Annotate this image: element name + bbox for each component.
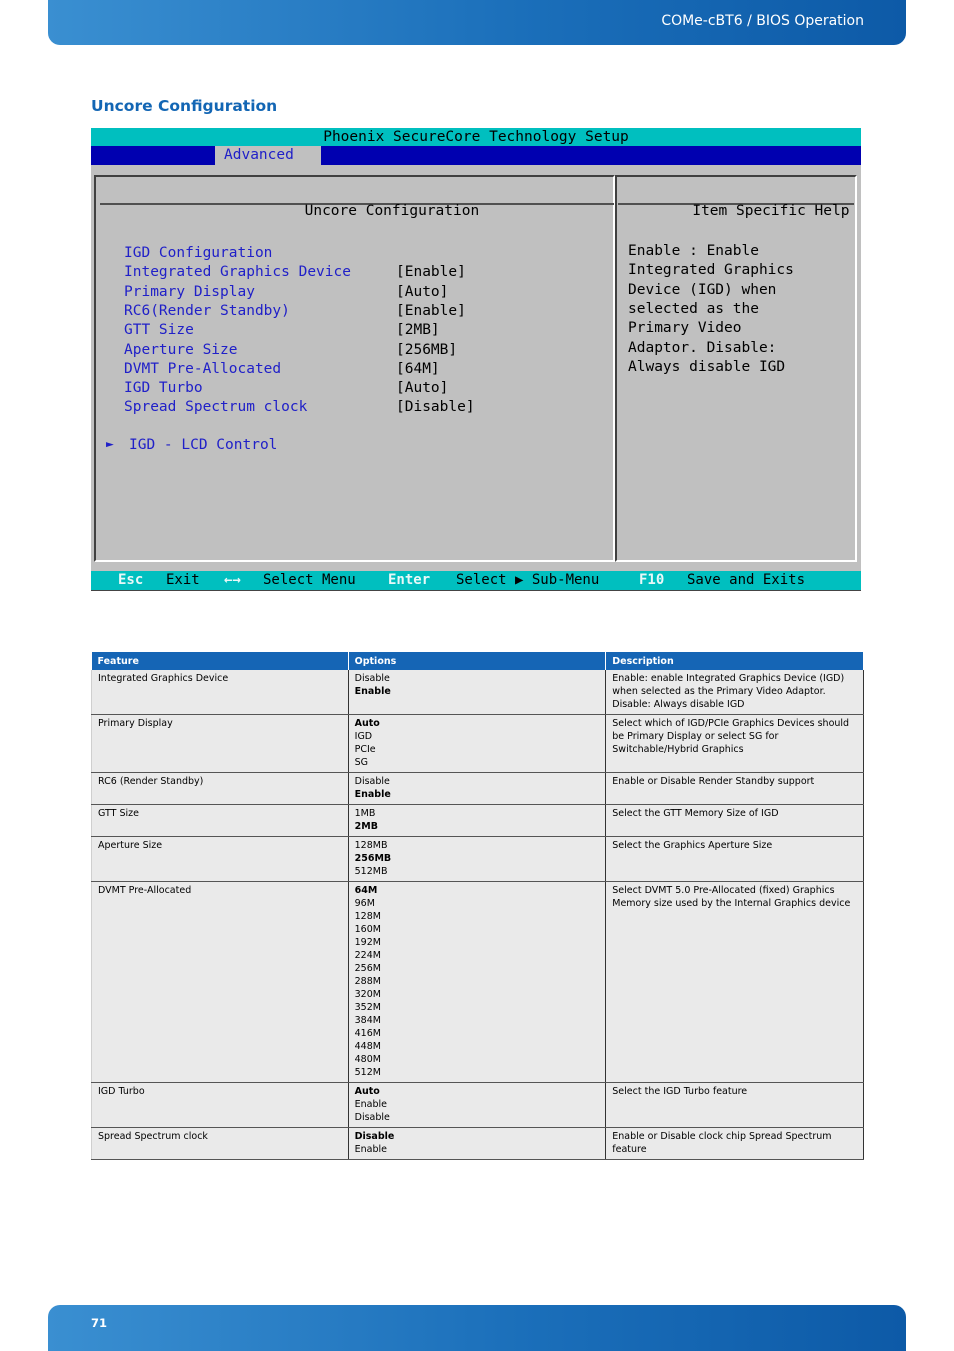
help-line: Device (IGD) when <box>628 281 777 298</box>
feature-cell: Spread Spectrum clock <box>92 1128 349 1160</box>
default-option: Auto <box>354 718 380 729</box>
options-cell <box>348 1083 606 1128</box>
bios-row-value: [Auto] <box>396 380 449 397</box>
options-cell <box>348 715 606 773</box>
feature-cell: Integrated Graphics Device <box>92 670 349 715</box>
option: 224M <box>354 950 381 961</box>
bios-row-label: Spread Spectrum clock <box>124 399 308 416</box>
table-row <box>92 805 864 837</box>
bios-settings-list <box>124 245 475 421</box>
enter-key: Enter <box>388 572 431 588</box>
column-header-options: Options <box>348 652 606 670</box>
bios-screenshot <box>91 128 861 591</box>
bios-help-text <box>628 243 794 387</box>
page-footer-bar <box>48 1305 906 1351</box>
default-option: Enable <box>354 789 391 800</box>
esc-key: Esc <box>118 572 144 588</box>
column-header-description: Description <box>606 652 864 670</box>
header-title: COMe-cBT6 / BIOS Operation <box>661 13 864 29</box>
bios-content-area <box>91 165 861 571</box>
bios-row-label: RC6(Render Standby) <box>124 302 290 319</box>
bios-row-primary-display[interactable] <box>124 284 504 303</box>
option: 416M <box>354 1028 381 1039</box>
bios-row-label: IGD Turbo <box>124 380 203 397</box>
option: Disable <box>354 1112 390 1123</box>
f10-text: Save and Exits <box>687 572 806 588</box>
option: 256M <box>354 963 381 974</box>
bios-menu-bar <box>91 146 861 165</box>
description-cell: Enable or Disable clock chip Spread Spectrum feature <box>606 1128 864 1160</box>
feature-cell: RC6 (Render Standby) <box>92 773 349 805</box>
description-cell: Enable: enable Integrated Graphics Device (IGD) when selected as the Primary Video Adaptor. Disable: Always disable IGD <box>606 670 864 715</box>
bios-row-integrated-graphics-device[interactable] <box>124 264 504 283</box>
help-line: Always disable IGD <box>628 358 786 375</box>
description-cell: Select the Graphics Aperture Size <box>606 837 864 882</box>
default-option: 256MB <box>354 853 392 864</box>
options-cell <box>348 805 606 837</box>
table-row <box>92 1083 864 1128</box>
arrows-key: ←→ <box>224 572 241 588</box>
page-header-bar <box>48 0 906 45</box>
option: 384M <box>354 1015 381 1026</box>
description-cell: Select the GTT Memory Size of IGD <box>606 805 864 837</box>
table-row <box>92 882 864 1083</box>
bios-key-legend <box>91 571 861 591</box>
settings-panel-heading <box>100 177 614 219</box>
default-option: 2MB <box>354 821 378 832</box>
option: Disable <box>354 673 390 684</box>
f10-key: F10 <box>639 572 665 588</box>
help-panel-heading-text: Item Specific Help <box>692 203 850 219</box>
help-line: Enable : Enable <box>628 243 759 259</box>
help-line: selected as the <box>628 300 759 317</box>
page-number: 71 <box>91 1316 108 1330</box>
bios-row-label: Primary Display <box>124 283 255 300</box>
bios-row-label: GTT Size <box>124 322 194 339</box>
options-cell <box>348 670 606 715</box>
description-cell: Select the IGD Turbo feature <box>606 1083 864 1128</box>
default-option: Disable <box>354 1131 395 1142</box>
option: 512M <box>354 1067 381 1078</box>
arrows-text: Select Menu <box>263 572 356 588</box>
bios-row-spread-spectrum-clock[interactable] <box>124 399 504 418</box>
table-row <box>92 1128 864 1160</box>
bios-row-value: [256MB] <box>396 341 458 358</box>
bios-row-label: DVMT Pre-Allocated <box>124 360 282 377</box>
bios-row-value: [Auto] <box>396 283 449 300</box>
bios-row-igd-configuration[interactable] <box>124 245 504 264</box>
settings-panel-heading-text: Uncore Configuration <box>304 203 480 219</box>
enter-text: Select ▶ Sub-Menu <box>456 572 600 588</box>
bios-row-value: [Disable] <box>396 399 475 416</box>
bios-submenu-igd-lcd-control[interactable] <box>106 437 306 456</box>
option: 320M <box>354 989 381 1000</box>
option: Enable <box>354 1144 387 1155</box>
default-option: 64M <box>354 885 378 896</box>
options-cell <box>348 1128 606 1160</box>
option: 128M <box>354 911 381 922</box>
option: PCIe <box>354 744 376 755</box>
default-option: Auto <box>354 1086 380 1097</box>
table-header-row <box>92 652 864 670</box>
option: 448M <box>354 1041 381 1052</box>
feature-cell: IGD Turbo <box>92 1083 349 1128</box>
table-row <box>92 715 864 773</box>
option: 96M <box>354 898 375 909</box>
options-cell <box>348 882 606 1083</box>
bios-title-bar: Phoenix SecureCore Technology Setup <box>91 128 861 146</box>
default-option: Enable <box>354 686 391 697</box>
bios-row-rc6[interactable] <box>124 303 504 322</box>
section-title: Uncore Configuration <box>91 97 278 115</box>
bios-row-value: [Enable] <box>396 264 466 281</box>
description-cell: Enable or Disable Render Standby support <box>606 773 864 805</box>
option: 288M <box>354 976 381 987</box>
options-cell <box>348 773 606 805</box>
help-line: Integrated Graphics <box>628 262 794 279</box>
description-cell: Select DVMT 5.0 Pre-Allocated (fixed) Graphics Memory size used by the Internal Graphics device <box>606 882 864 1083</box>
option: 480M <box>354 1054 381 1065</box>
option: SG <box>354 757 369 768</box>
help-panel-heading <box>618 177 854 219</box>
bios-row-label: Integrated Graphics Device <box>124 264 351 281</box>
table-row <box>92 670 864 715</box>
bios-row-value: [64M] <box>396 360 440 377</box>
option: IGD <box>354 731 373 742</box>
bios-row-dvmt-pre-allocated[interactable] <box>124 361 504 380</box>
esc-text: Exit <box>166 572 200 588</box>
feature-cell: Aperture Size <box>92 837 349 882</box>
help-line: Adaptor. Disable: <box>628 339 777 356</box>
bios-row-label: Aperture Size <box>124 341 238 358</box>
feature-cell: DVMT Pre-Allocated <box>92 882 349 1083</box>
option: Disable <box>354 776 390 787</box>
option: 1MB <box>354 808 376 819</box>
bios-row-value: [2MB] <box>396 322 440 339</box>
bios-row-gtt-size[interactable] <box>124 322 504 341</box>
bios-row-value: [Enable] <box>396 302 466 319</box>
help-line: Primary Video <box>628 320 742 337</box>
option: 352M <box>354 1002 381 1013</box>
table-body <box>92 670 864 1160</box>
option: 160M <box>354 924 381 935</box>
options-table <box>91 652 864 1160</box>
table-row <box>92 837 864 882</box>
tab-advanced[interactable]: Advanced <box>215 146 321 165</box>
option: 128MB <box>354 840 388 851</box>
option: 192M <box>354 937 381 948</box>
option: 512MB <box>354 866 388 877</box>
options-cell <box>348 837 606 882</box>
feature-cell: GTT Size <box>92 805 349 837</box>
bios-row-label: IGD Configuration <box>124 245 273 261</box>
feature-cell: Primary Display <box>92 715 349 773</box>
submenu-label: IGD - LCD Control <box>129 437 278 453</box>
bios-row-igd-turbo[interactable] <box>124 380 504 399</box>
table-row <box>92 773 864 805</box>
column-header-feature: Feature <box>92 652 349 670</box>
submenu-arrow-icon: ► <box>106 437 114 452</box>
option: Enable <box>354 1099 387 1110</box>
bios-row-aperture-size[interactable] <box>124 342 504 361</box>
description-cell: Select which of IGD/PCIe Graphics Devices should be Primary Display or select SG for Switchable/Hybrid Graphics <box>606 715 864 773</box>
